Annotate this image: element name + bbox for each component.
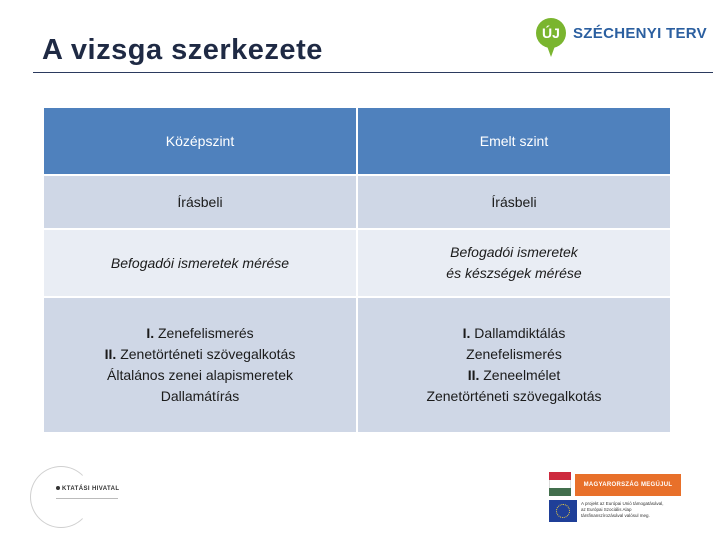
eu-flag-icon [549, 500, 577, 522]
cell-text-line: Befogadói ismeretek [450, 244, 578, 260]
line-text: Zenefelismerés [466, 346, 562, 362]
logo-text: SZÉCHENYI TERV [573, 24, 707, 42]
line-text: Zenetörténeti szövegalkotás [426, 388, 602, 404]
roman-numeral: II. [104, 346, 117, 362]
cell-text-line: és készségek mérése [446, 265, 582, 281]
dot-icon [56, 486, 60, 490]
slide-title: A vizsga szerkezete [42, 34, 323, 66]
szechenyi-terv-logo [536, 18, 707, 48]
title-divider [33, 72, 713, 73]
table-row [43, 297, 671, 433]
eu-text-line: társfinanszírozásával valósul meg. [581, 513, 650, 518]
line-text: Zenetörténeti szövegalkotás [116, 346, 296, 362]
roman-numeral: I. [146, 325, 155, 341]
table-cell [357, 297, 671, 433]
eu-text-line: az Európai Szociális Alap [581, 507, 632, 512]
cell-text-line [50, 323, 350, 344]
eu-text-line: A projekt az Európai Unió támogatásával, [581, 501, 664, 506]
cell-text-line [364, 365, 664, 386]
table-row [43, 229, 671, 297]
line-text: Dallamdiktálás [470, 325, 566, 341]
office-underline [56, 498, 118, 499]
cell-text-line [50, 386, 350, 407]
table-cell: Írásbeli [357, 175, 671, 229]
education-office-name [56, 486, 119, 492]
hungarian-flag-icon [549, 472, 571, 496]
table-header-row [43, 107, 671, 175]
roman-numeral: II. [467, 367, 480, 383]
table-cell [43, 229, 357, 297]
eu-stars-icon [556, 504, 570, 518]
cell-text: Befogadói ismeretek mérése [110, 254, 290, 271]
exam-structure-table [42, 106, 672, 434]
cell-text-line [364, 323, 664, 344]
table-row [43, 175, 671, 229]
eu-funding-text [581, 501, 681, 519]
cell-text-line [50, 344, 350, 365]
eu-funding-logos [549, 470, 681, 526]
table-cell [357, 229, 671, 297]
line-text: Általános zenei alapismeretek [107, 367, 293, 383]
line-text: Zenefelismerés [154, 325, 254, 341]
header-cell-emelt-szint: Emelt szint [357, 107, 671, 175]
table-cell [43, 297, 357, 433]
line-text: Zeneelmélet [479, 367, 561, 383]
location-pin-icon: ÚJ [536, 18, 566, 48]
roman-numeral: I. [462, 325, 471, 341]
cell-text-line [364, 386, 664, 407]
office-name-text: KTATÁSI HIVATAL [62, 486, 120, 492]
magyarorszag-megujul-banner: MAGYARORSZÁG MEGÚJUL [575, 474, 681, 496]
education-office-logo-circle [30, 466, 92, 528]
table-cell: Írásbeli [43, 175, 357, 229]
cell-text-line [50, 365, 350, 386]
header-cell-kozepszint: Középszint [43, 107, 357, 175]
cell-text-line [364, 344, 664, 365]
line-text: Dallamátírás [160, 388, 240, 404]
